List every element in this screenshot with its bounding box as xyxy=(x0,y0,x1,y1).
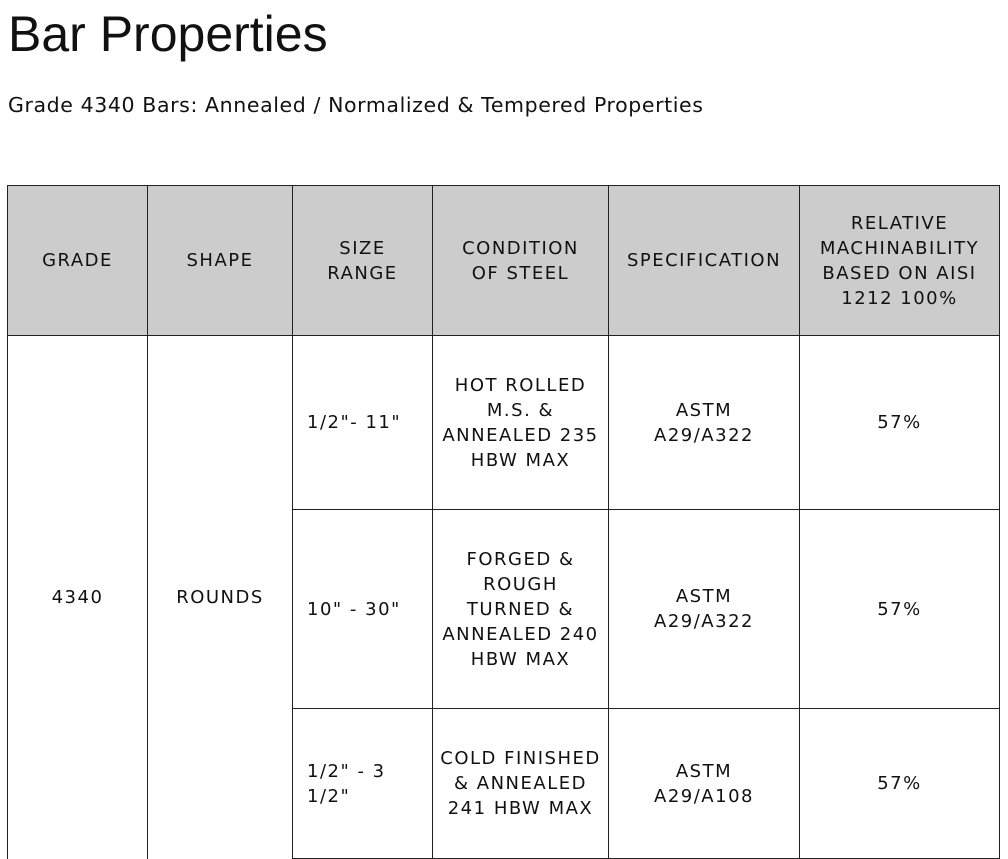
machinability-cell: 57% xyxy=(800,709,1000,859)
condition-cell: COLD FINISHED & ANNEALED 241 HBW MAX xyxy=(433,709,609,859)
page-subtitle: Grade 4340 Bars: Annealed / Normalized & Tempered Properties xyxy=(8,93,704,117)
header-condition-of-steel: CONDITION OF STEEL xyxy=(433,186,609,336)
header-shape: SHAPE xyxy=(148,186,293,336)
table-row xyxy=(8,336,1000,510)
condition-cell: HOT ROLLED M.S. & ANNEALED 235 HBW MAX xyxy=(433,336,609,510)
shape-cell: ROUNDS xyxy=(148,336,293,859)
size-range-cell: 1/2"- 11" xyxy=(293,336,433,510)
header-specification: SPECIFICATION xyxy=(609,186,800,336)
machinability-cell: 57% xyxy=(800,336,1000,510)
header-size-range: SIZE RANGE xyxy=(293,186,433,336)
grade-cell: 4340 xyxy=(8,336,148,859)
machinability-cell: 57% xyxy=(800,510,1000,709)
page-title: Bar Properties xyxy=(8,6,328,62)
specification-cell: ASTM A29/A322 xyxy=(609,336,800,510)
size-range-cell: 1/2" - 3 1/2" xyxy=(293,709,433,859)
specification-cell: ASTM A29/A322 xyxy=(609,510,800,709)
header-grade: GRADE xyxy=(8,186,148,336)
specification-cell: ASTM A29/A108 xyxy=(609,709,800,859)
condition-cell: FORGED & ROUGH TURNED & ANNEALED 240 HBW MAX xyxy=(433,510,609,709)
bar-properties-table xyxy=(7,185,1000,859)
size-range-cell: 10" - 30" xyxy=(293,510,433,709)
header-relative-machinability: RELATIVE MACHINABILITY BASED ON AISI 1212 100% xyxy=(800,186,1000,336)
table-header-row xyxy=(8,186,1000,336)
